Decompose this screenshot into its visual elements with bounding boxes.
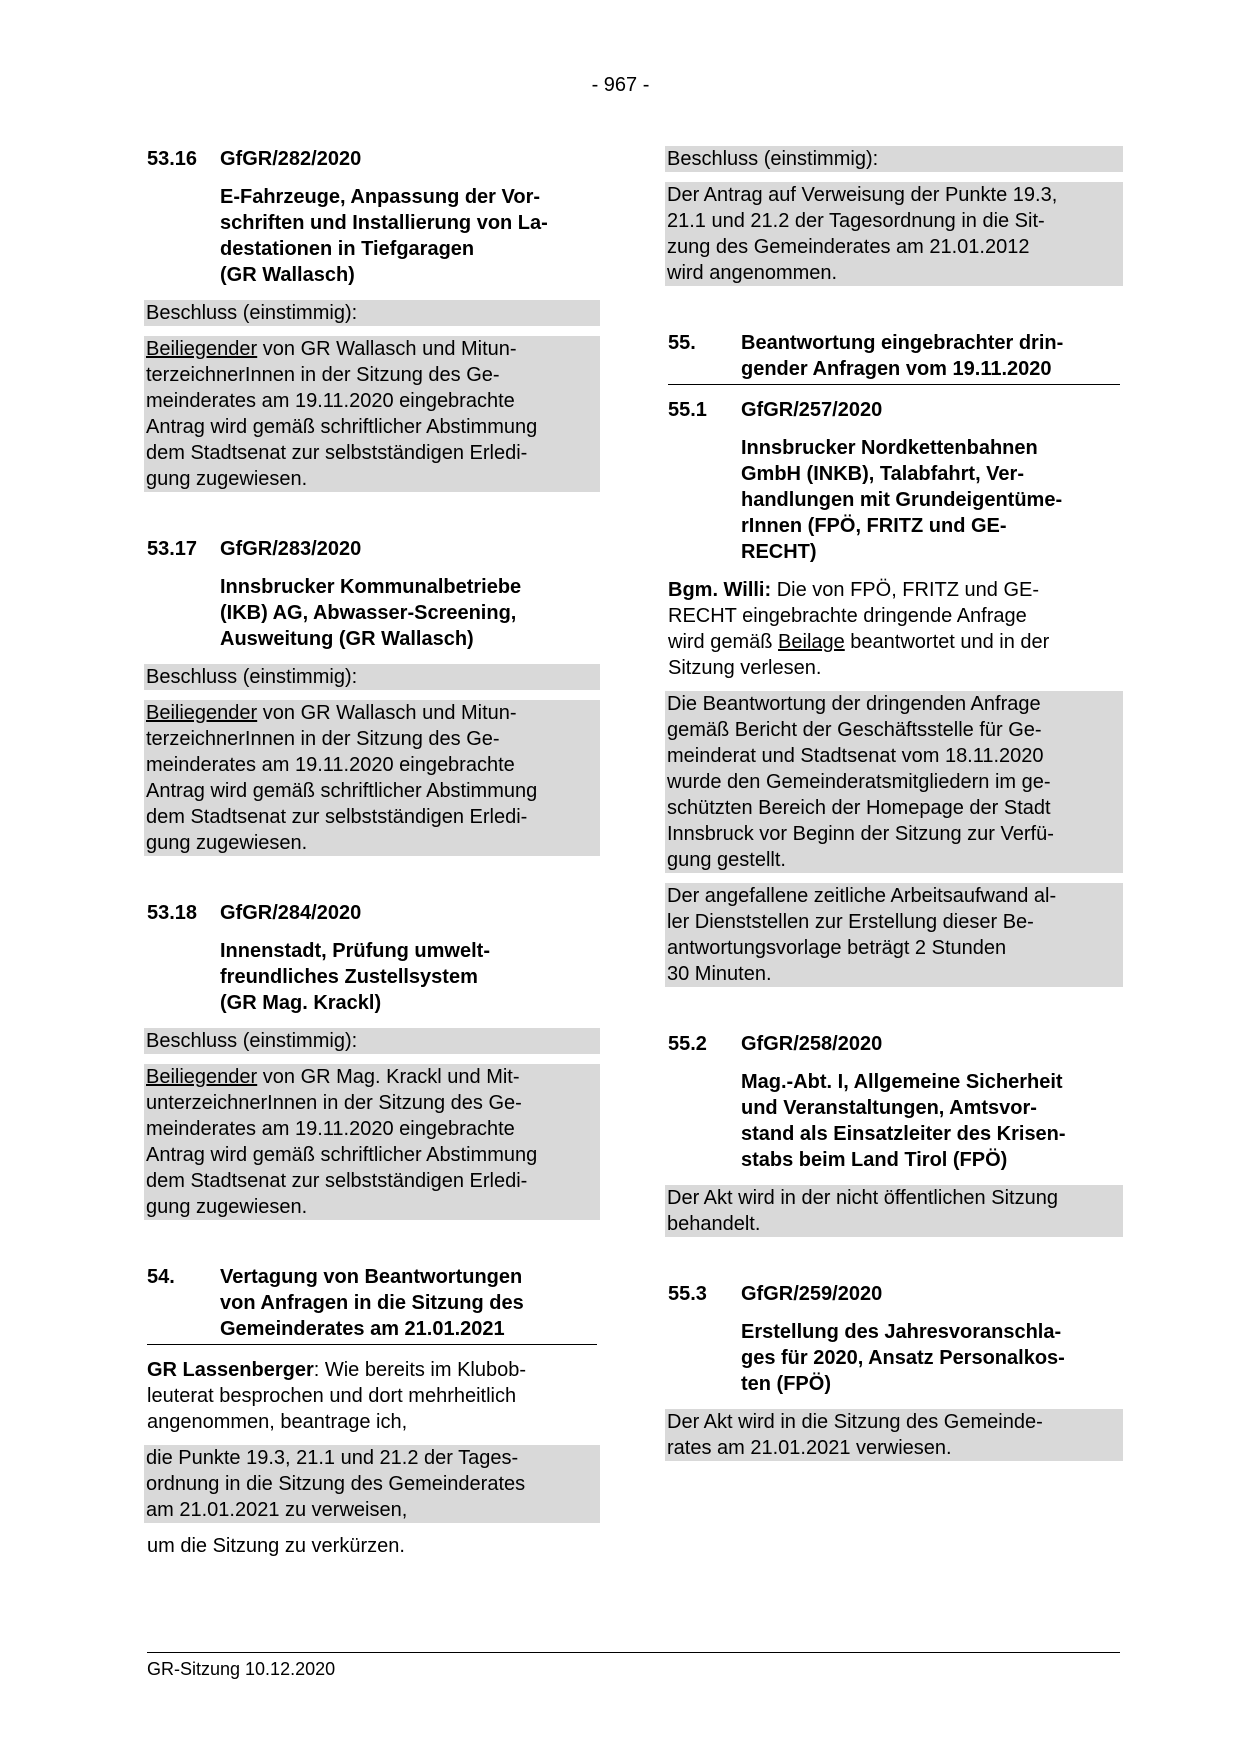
item-number: 55.3 <box>668 1283 707 1305</box>
decision-text <box>144 700 600 856</box>
title-line: Innsbrucker Nordkettenbahnen <box>741 437 1038 459</box>
text-line: behandelt. <box>667 1213 761 1235</box>
item-number: 53.16 <box>147 148 198 170</box>
text-fragment: beantwortet und in der <box>844 631 1050 653</box>
text-line: gung gestellt. <box>667 849 786 871</box>
title-line: stabs beim Land Tirol (FPÖ) <box>741 1149 1008 1171</box>
attachment-link[interactable]: Beiliegender <box>146 1066 258 1088</box>
text-line: 30 Minuten. <box>667 963 772 985</box>
speaker-name: Bgm. Willi: <box>668 579 772 601</box>
answer-text <box>665 691 1123 873</box>
speaker-statement <box>147 1357 597 1435</box>
title-line: rInnen (FPÖ, FRITZ und GE- <box>741 515 1007 537</box>
title-line: freundliches Zustellsystem <box>220 966 478 988</box>
decision-text <box>144 336 600 492</box>
text-line: Antrag wird gemäß schriftlicher Abstimmung <box>146 780 538 802</box>
title-line: von Anfragen in die Sitzung des <box>220 1292 524 1314</box>
item-number: 53.17 <box>147 538 198 560</box>
section-title <box>220 1264 524 1342</box>
text-line: ordnung in die Sitzung des Gemeinderates <box>146 1473 526 1495</box>
item-55-1 <box>668 397 1120 987</box>
text-line: dem Stadtsenat zur selbstständigen Erledi- <box>146 442 528 464</box>
decision-label: Beschluss (einstimmig): <box>144 300 600 326</box>
text-line: wird angenommen. <box>667 262 838 284</box>
decision-label: Beschluss (einstimmig): <box>144 1028 600 1054</box>
title-line: Mag.-Abt. I, Allgemeine Sicherheit <box>741 1071 1063 1093</box>
decision-text <box>665 1185 1123 1237</box>
text-line: die Punkte 19.3, 21.1 und 21.2 der Tages- <box>146 1447 519 1469</box>
attachment-link[interactable]: Beiliegender <box>146 338 258 360</box>
title-line: (IKB) AG, Abwasser-Screening, <box>220 602 517 624</box>
item-code: GfGR/284/2020 <box>220 902 362 924</box>
text-line: antwortungsvorlage beträgt 2 Stunden <box>667 937 1007 959</box>
item-heading <box>668 1281 1120 1307</box>
title-line: Erstellung des Jahresvoranschla- <box>741 1321 1062 1343</box>
item-code: GfGR/259/2020 <box>741 1283 883 1305</box>
item-code: GfGR/258/2020 <box>741 1033 883 1055</box>
section-number: 55. <box>668 332 696 354</box>
text-line: wurde den Gemeinderatsmitgliedern im ge- <box>667 771 1051 793</box>
text-line: 21.1 und 21.2 der Tagesordnung in die Sit- <box>667 210 1045 232</box>
text-fragment: von GR Wallasch und Mitun- <box>257 702 517 724</box>
title-line: RECHT) <box>741 541 817 563</box>
text-line: terzeichnerInnen in der Sitzung des Ge- <box>146 728 500 750</box>
page-number: - 967 - <box>591 74 650 96</box>
decision-text <box>665 182 1123 286</box>
title-line: E-Fahrzeuge, Anpassung der Vor- <box>220 186 541 208</box>
text-line: meinderates am 19.11.2020 eingebrachte <box>146 390 515 412</box>
item-title <box>668 1069 1120 1173</box>
title-line: Gemeinderates am 21.01.2021 <box>220 1318 505 1340</box>
text-line <box>146 336 598 362</box>
item-number: 55.1 <box>668 399 707 421</box>
section-54 <box>147 1264 597 1559</box>
title-line: schriften und Installierung von La- <box>220 212 548 234</box>
title-line: Innenstadt, Prüfung umwelt- <box>220 940 490 962</box>
title-line: gender Anfragen vom 19.11.2020 <box>741 358 1052 380</box>
item-number: 55.2 <box>668 1033 707 1055</box>
text-line: leuterat besprochen und dort mehrheitlich <box>147 1385 517 1407</box>
text-line: Sitzung verlesen. <box>668 657 822 679</box>
title-line: destationen in Tiefgaragen <box>220 238 475 260</box>
text-line <box>668 629 1120 655</box>
title-line: stand als Einsatzleiter des Krisen- <box>741 1123 1066 1145</box>
text-line: Der angefallene zeitliche Arbeitsaufwand al- <box>667 885 1057 907</box>
text-line: Der Akt wird in die Sitzung des Gemeinde- <box>667 1411 1043 1433</box>
title-line: Vertagung von Beantwortungen <box>220 1266 523 1288</box>
item-title <box>147 574 597 652</box>
item-heading <box>147 900 597 926</box>
item-title <box>668 435 1120 565</box>
item-heading <box>147 146 597 172</box>
footer-text: GR-Sitzung 10.12.2020 <box>147 1659 336 1679</box>
left-column <box>147 146 597 1569</box>
text-line: meinderates am 19.11.2020 eingebrachte <box>146 754 515 776</box>
decision-text <box>665 1409 1123 1461</box>
motion-text <box>144 1445 600 1523</box>
section-54-decision <box>668 146 1120 286</box>
section-title <box>741 330 1063 382</box>
item-code: GfGR/282/2020 <box>220 148 362 170</box>
text-line: gung zugewiesen. <box>146 1196 308 1218</box>
text-line: rates am 21.01.2021 verwiesen. <box>667 1437 952 1459</box>
item-title <box>147 184 597 288</box>
item-heading <box>668 1031 1120 1057</box>
section-heading <box>668 330 1120 385</box>
text-fragment: von GR Mag. Krackl und Mit- <box>257 1066 520 1088</box>
footer-divider <box>147 1652 1120 1653</box>
text-line: Der Antrag auf Verweisung der Punkte 19.3, <box>667 184 1058 206</box>
item-code: GfGR/257/2020 <box>741 399 883 421</box>
text-line: Innsbruck vor Beginn der Sitzung zur Verfü- <box>667 823 1054 845</box>
text-line: schützten Bereich der Homepage der Stadt <box>667 797 1051 819</box>
decision-label: Beschluss (einstimmig): <box>144 664 600 690</box>
title-line: ges für 2020, Ansatz Personalkos- <box>741 1347 1065 1369</box>
decision-text <box>144 1064 600 1220</box>
text-line: gung zugewiesen. <box>146 468 308 490</box>
item-number: 53.18 <box>147 902 198 924</box>
text-line: terzeichnerInnen in der Sitzung des Ge- <box>146 364 500 386</box>
section-number: 54. <box>147 1266 175 1288</box>
text-fragment: : Wie bereits im Klubob- <box>313 1359 527 1381</box>
item-code: GfGR/283/2020 <box>220 538 362 560</box>
item-53-16 <box>147 146 597 492</box>
item-53-18 <box>147 900 597 1220</box>
text-line: meinderates am 19.11.2020 eingebrachte <box>146 1118 515 1140</box>
text-line: gemäß Bericht der Geschäftsstelle für Ge- <box>667 719 1042 741</box>
item-55-2 <box>668 1031 1120 1237</box>
title-line: (GR Mag. Krackl) <box>220 992 382 1014</box>
text-fragment: von GR Wallasch und Mitun- <box>257 338 517 360</box>
title-line: ten (FPÖ) <box>741 1373 831 1395</box>
effort-text <box>665 883 1123 987</box>
title-line: Ausweitung (GR Wallasch) <box>220 628 474 650</box>
closing-text: um die Sitzung zu verkürzen. <box>147 1535 405 1557</box>
text-fragment: wird gemäß <box>668 631 779 653</box>
attachment-link[interactable]: Beilage <box>778 631 845 653</box>
text-fragment: Die von FPÖ, FRITZ und GE- <box>771 579 1039 601</box>
text-line: angenommen, beantrage ich, <box>147 1411 408 1433</box>
attachment-link[interactable]: Beiliegender <box>146 702 258 724</box>
text-line: Die Beantwortung der dringenden Anfrage <box>667 693 1041 715</box>
item-heading <box>668 397 1120 423</box>
title-line: und Veranstaltungen, Amtsvor- <box>741 1097 1037 1119</box>
item-53-17 <box>147 536 597 856</box>
right-column <box>668 146 1120 1471</box>
section-55 <box>668 330 1120 385</box>
text-line: Antrag wird gemäß schriftlicher Abstimmung <box>146 416 538 438</box>
text-line <box>146 700 598 726</box>
title-line: handlungen mit Grundeigentüme- <box>741 489 1063 511</box>
section-heading <box>147 1264 597 1345</box>
text-line: zung des Gemeinderates am 21.01.2012 <box>667 236 1030 258</box>
item-title <box>147 938 597 1016</box>
title-line: (GR Wallasch) <box>220 264 355 286</box>
title-line: Beantwortung eingebrachter drin- <box>741 332 1064 354</box>
decision-label: Beschluss (einstimmig): <box>665 146 1123 172</box>
title-line: Innsbrucker Kommunalbetriebe <box>220 576 522 598</box>
text-line: am 21.01.2021 zu verweisen, <box>146 1499 408 1521</box>
text-line: meinderat und Stadtsenat vom 18.11.2020 <box>667 745 1044 767</box>
text-line <box>146 1064 598 1090</box>
text-line: dem Stadtsenat zur selbstständigen Erledi- <box>146 806 528 828</box>
item-title <box>668 1319 1120 1397</box>
text-line <box>147 1357 597 1383</box>
text-line: ler Dienststellen zur Erstellung dieser Be- <box>667 911 1034 933</box>
item-55-3 <box>668 1281 1120 1461</box>
item-heading <box>147 536 597 562</box>
text-line: Der Akt wird in der nicht öffentlichen Sitzung <box>667 1187 1058 1209</box>
text-line <box>668 577 1120 603</box>
speaker-name: GR Lassenberger <box>147 1359 314 1381</box>
text-line: RECHT eingebrachte dringende Anfrage <box>668 605 1027 627</box>
speaker-statement <box>668 577 1120 681</box>
text-line: dem Stadtsenat zur selbstständigen Erledi- <box>146 1170 528 1192</box>
text-line: gung zugewiesen. <box>146 832 308 854</box>
text-line: Antrag wird gemäß schriftlicher Abstimmung <box>146 1144 538 1166</box>
text-line: unterzeichnerInnen in der Sitzung des Ge- <box>146 1092 522 1114</box>
title-line: GmbH (INKB), Talabfahrt, Ver- <box>741 463 1024 485</box>
